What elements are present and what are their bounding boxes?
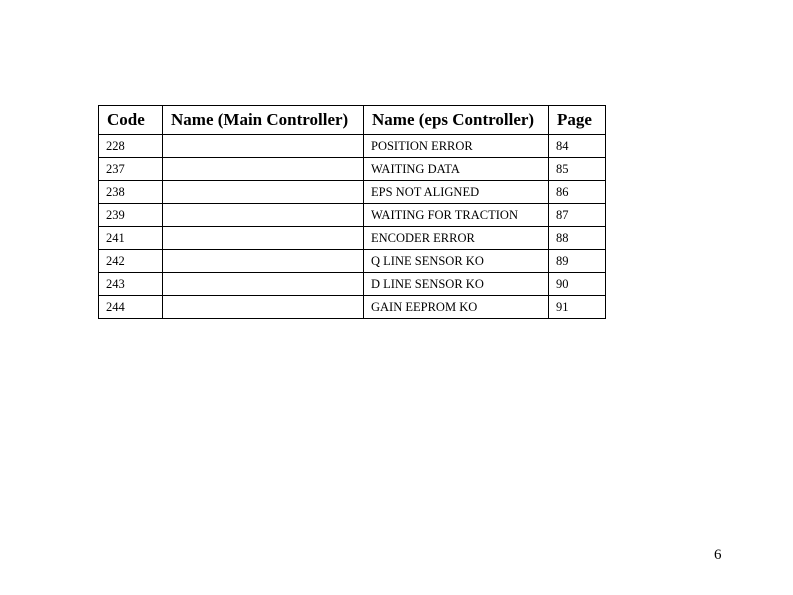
cell-main-controller (163, 204, 364, 227)
cell-code: 238 (99, 181, 163, 204)
header-eps-controller: Name (eps Controller) (364, 106, 549, 135)
cell-main-controller (163, 135, 364, 158)
alarm-code-table (98, 105, 606, 319)
cell-eps-controller: POSITION ERROR (364, 135, 549, 158)
table-row (99, 227, 606, 250)
header-code: Code (99, 106, 163, 135)
table-row (99, 135, 606, 158)
header-page: Page (549, 106, 606, 135)
table-row (99, 158, 606, 181)
cell-main-controller (163, 181, 364, 204)
cell-page: 88 (549, 227, 606, 250)
table-row (99, 296, 606, 319)
cell-page: 84 (549, 135, 606, 158)
cell-code: 242 (99, 250, 163, 273)
header-main-controller: Name (Main Controller) (163, 106, 364, 135)
cell-eps-controller: WAITING FOR TRACTION (364, 204, 549, 227)
cell-code: 244 (99, 296, 163, 319)
cell-eps-controller: EPS NOT ALIGNED (364, 181, 549, 204)
table-row (99, 273, 606, 296)
cell-page: 87 (549, 204, 606, 227)
table-header-row (99, 106, 606, 135)
cell-main-controller (163, 158, 364, 181)
cell-code: 228 (99, 135, 163, 158)
cell-main-controller (163, 273, 364, 296)
cell-page: 86 (549, 181, 606, 204)
cell-main-controller (163, 250, 364, 273)
cell-page: 89 (549, 250, 606, 273)
cell-eps-controller: D LINE SENSOR KO (364, 273, 549, 296)
cell-page: 90 (549, 273, 606, 296)
cell-code: 237 (99, 158, 163, 181)
table-row (99, 204, 606, 227)
cell-main-controller (163, 227, 364, 250)
cell-code: 241 (99, 227, 163, 250)
page-number: 6 (714, 547, 722, 563)
cell-page: 91 (549, 296, 606, 319)
cell-page: 85 (549, 158, 606, 181)
cell-main-controller (163, 296, 364, 319)
cell-eps-controller: ENCODER ERROR (364, 227, 549, 250)
table-row (99, 250, 606, 273)
cell-eps-controller: GAIN EEPROM KO (364, 296, 549, 319)
cell-code: 243 (99, 273, 163, 296)
cell-eps-controller: WAITING DATA (364, 158, 549, 181)
cell-code: 239 (99, 204, 163, 227)
cell-eps-controller: Q LINE SENSOR KO (364, 250, 549, 273)
table-row (99, 181, 606, 204)
